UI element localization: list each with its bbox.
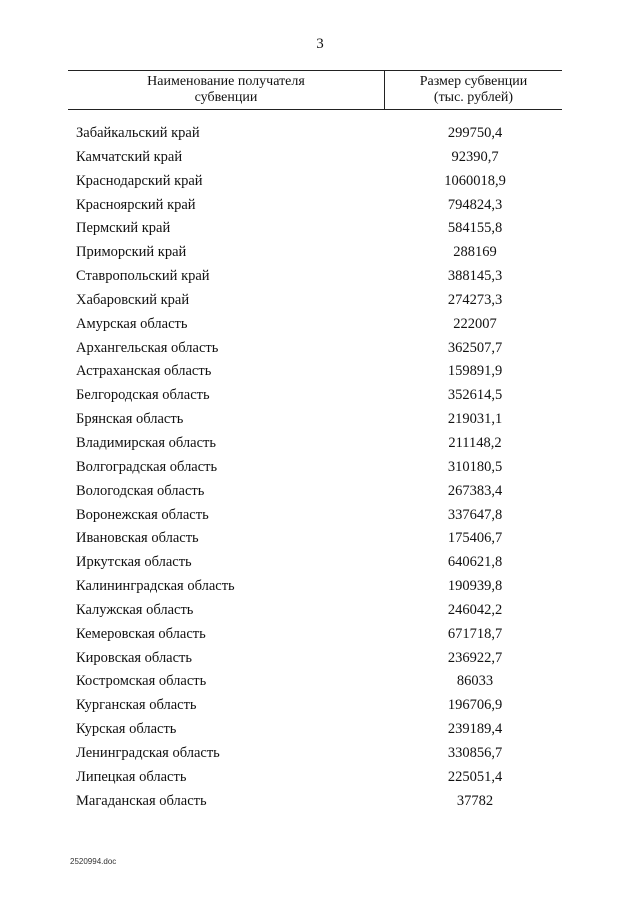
recipient-name: Костромская область [76, 673, 207, 690]
table-row [0, 744, 640, 768]
table-row [0, 506, 640, 530]
recipient-name: Хабаровский край [76, 291, 190, 308]
recipient-name: Ленинградская область [76, 744, 220, 761]
subsidy-amount: 225051,4 [447, 768, 503, 785]
subsidy-amount: 175406,7 [447, 530, 503, 547]
table-row [0, 362, 640, 386]
recipient-name: Белгородская область [76, 387, 210, 404]
recipient-name: Кировская область [76, 649, 193, 666]
table-row [0, 243, 640, 267]
subsidy-amount: 37782 [456, 792, 494, 809]
subsidy-amount: 310180,5 [447, 458, 503, 475]
subsidy-amount: 288169 [453, 244, 497, 261]
table-row [0, 124, 640, 148]
table-row [0, 649, 640, 673]
recipient-name: Воронежская область [76, 506, 209, 523]
recipient-name: Иркутская область [76, 554, 192, 571]
table-body [0, 124, 640, 815]
table-row [0, 339, 640, 363]
table-row [0, 696, 640, 720]
recipient-name: Владимирская область [76, 434, 216, 451]
recipient-name: Волгоградская область [76, 458, 218, 475]
recipient-name: Брянская область [76, 411, 184, 428]
table-row [0, 148, 640, 172]
table-row [0, 315, 640, 339]
subsidy-amount: 239189,4 [447, 721, 503, 738]
amount-column-header [385, 74, 562, 106]
recipient-column-header [68, 74, 384, 106]
subsidy-amount: 246042,2 [447, 601, 503, 618]
recipient-name: Астраханская область [76, 363, 212, 380]
table-row [0, 577, 640, 601]
table-row [0, 553, 640, 577]
recipient-name: Курганская область [76, 697, 197, 714]
table-row [0, 792, 640, 816]
table-row [0, 768, 640, 792]
table-row [0, 196, 640, 220]
page-number: 3 [316, 36, 324, 52]
table-header [68, 70, 562, 110]
recipient-name: Калужская область [76, 601, 194, 618]
table-row [0, 529, 640, 553]
recipient-name: Красноярский край [76, 196, 196, 213]
subsidy-amount: 388145,3 [447, 268, 503, 285]
recipient-name: Магаданская область [76, 792, 207, 809]
table-row [0, 625, 640, 649]
recipient-header-line2: субвенции [194, 90, 258, 105]
recipient-name: Липецкая область [76, 768, 187, 785]
subsidy-amount: 219031,1 [447, 411, 503, 428]
table-row [0, 267, 640, 291]
recipient-name: Краснодарский край [76, 172, 203, 189]
recipient-name: Ставропольский край [76, 268, 210, 285]
table-row [0, 291, 640, 315]
table-row [0, 601, 640, 625]
subsidy-amount: 584155,8 [447, 220, 503, 237]
recipient-name: Амурская область [76, 315, 188, 332]
subsidy-amount: 1060018,9 [444, 172, 506, 189]
subsidy-amount: 794824,3 [447, 196, 503, 213]
subsidy-amount: 196706,9 [447, 697, 503, 714]
recipient-name: Кемеровская область [76, 625, 206, 642]
table-row [0, 172, 640, 196]
table-row [0, 672, 640, 696]
table-row [0, 720, 640, 744]
subsidy-amount: 86033 [456, 673, 494, 690]
recipient-name: Камчатский край [76, 148, 183, 165]
table-row [0, 219, 640, 243]
subsidy-amount: 362507,7 [447, 339, 503, 356]
amount-header-line2: (тыс. рублей) [433, 90, 514, 105]
subsidy-amount: 671718,7 [447, 625, 503, 642]
subsidy-amount: 222007 [453, 315, 497, 332]
subsidy-amount: 211148,2 [448, 434, 502, 451]
table-row [0, 482, 640, 506]
recipient-name: Пермский край [76, 220, 171, 237]
subsidy-amount: 299750,4 [447, 125, 503, 141]
recipient-name: Приморский край [76, 244, 187, 261]
subsidy-amount: 337647,8 [447, 506, 503, 523]
recipient-name: Вологодская область [76, 482, 205, 499]
recipient-name: Архангельская область [76, 339, 219, 356]
subsidy-amount: 640621,8 [447, 554, 503, 571]
recipient-name: Калининградская область [76, 578, 235, 595]
subsidy-amount: 92390,7 [451, 148, 499, 165]
subsidy-amount: 190939,8 [447, 578, 503, 595]
table-row [0, 458, 640, 482]
subsidy-amount: 159891,9 [447, 363, 503, 380]
subsidy-amount: 352614,5 [447, 387, 503, 404]
recipient-name: Курская область [76, 721, 177, 738]
amount-header-line1: Размер субвенции [419, 74, 528, 89]
table-row [0, 410, 640, 434]
recipient-header-line1: Наименование получателя [147, 74, 305, 89]
subsidy-amount: 330856,7 [447, 744, 503, 761]
table-row [0, 434, 640, 458]
subsidy-amount: 236922,7 [447, 649, 503, 666]
subsidy-amount: 267383,4 [447, 482, 503, 499]
recipient-name: Ивановская область [76, 530, 199, 547]
subsidy-amount: 274273,3 [447, 291, 503, 308]
recipient-name: Забайкальский край [76, 125, 200, 141]
table-row [0, 386, 640, 410]
document-filename: 2520994.doc [70, 857, 117, 866]
